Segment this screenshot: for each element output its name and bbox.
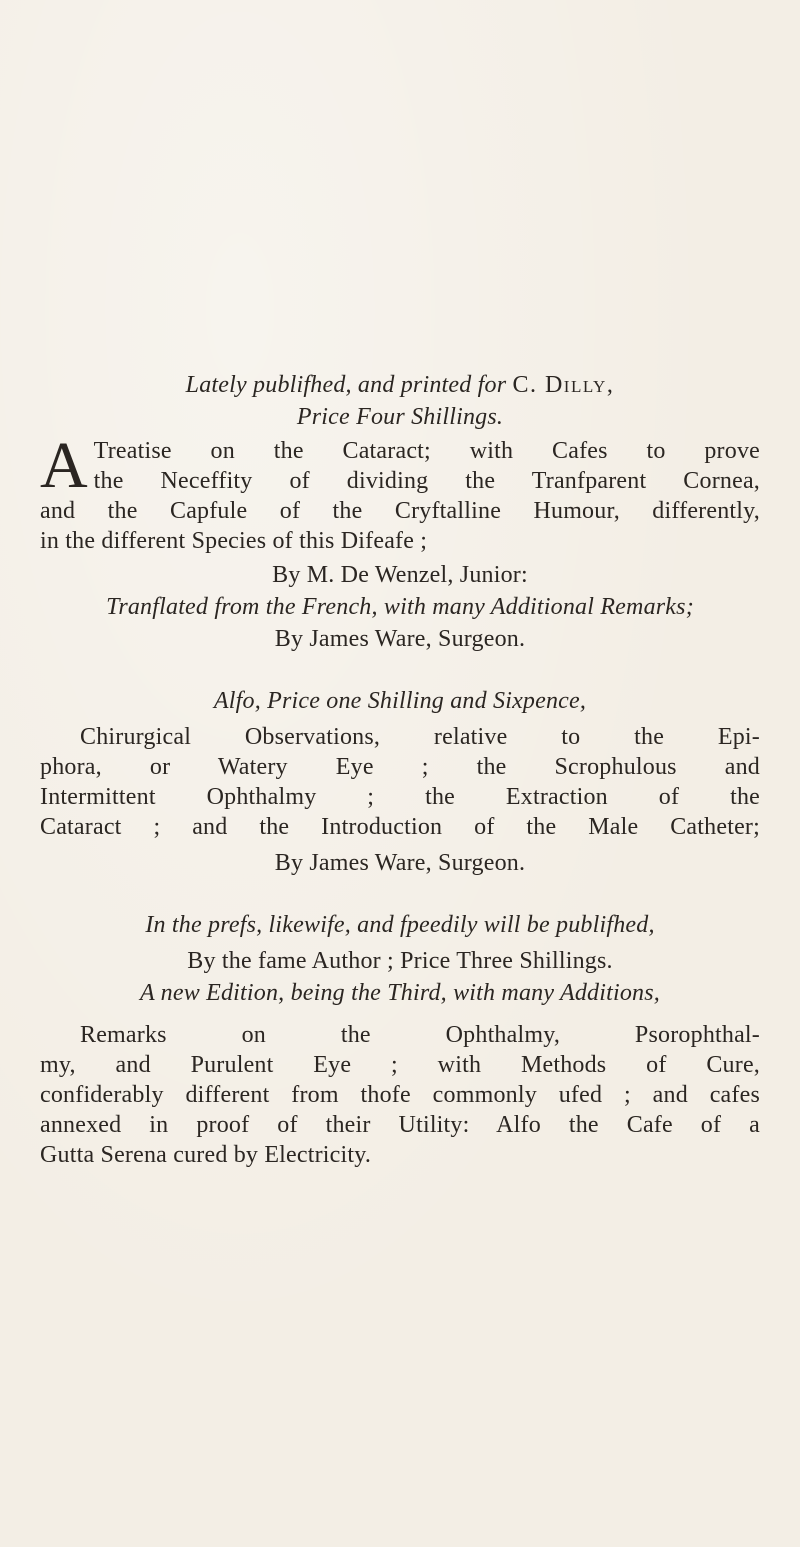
treatise-author: By M. De Wenzel, Junior:: [272, 562, 528, 588]
press-line-2: my, and Purulent Eye ; with Methods of Cure,: [40, 1052, 760, 1078]
also-line-4: Cataract ; and the Introduction of the Male Catheter;: [40, 814, 760, 840]
treatise-line-1: Treatise on the Cataract; with Cafes to prove: [93, 438, 760, 464]
drop-cap: A: [40, 429, 88, 502]
treatise-price: Price Four Shillings.: [296, 404, 504, 430]
press-author-line: By the fame Author ; Price Three Shillings.: [187, 948, 613, 974]
press-heading: In the prefs, likewife, and fpeedily will be publifhed,: [145, 912, 655, 938]
publisher-name: C. Dilly,: [512, 372, 615, 398]
notice-header-text: Lately publifhed, and printed for: [185, 372, 507, 398]
also-author: By James Ware, Surgeon.: [274, 850, 526, 876]
also-heading: Alfo, Price one Shilling and Sixpence,: [213, 688, 587, 714]
also-line-1: Chirurgical Observations, relative to the Epi-: [80, 724, 760, 750]
press-line-1: Remarks on the Ophthalmy, Psorophthal-: [80, 1022, 760, 1048]
notice-header: [40, 370, 760, 400]
press-line-3: confiderably different from thofe commonly ufed ; and cafes: [40, 1082, 760, 1108]
press-line-4: annexed in proof of their Utility: Alfo the Cafe of a: [40, 1112, 760, 1138]
treatise-line-3: and the Capfule of the Cryftalline Humour, differently,: [40, 498, 760, 524]
treatise-translated: Tranflated from the French, with many Additional Remarks;: [106, 594, 694, 620]
press-edition: A new Edition, being the Third, with many Additions,: [140, 980, 660, 1006]
also-paragraph: [40, 722, 760, 842]
treatise-line-4: in the different Species of this Difeafe ;: [40, 528, 428, 554]
press-line-5: Gutta Serena cured by Electricity.: [40, 1142, 372, 1168]
also-line-2: phora, or Watery Eye ; the Scrophulous and: [40, 754, 760, 780]
also-line-3: Intermittent Ophthalmy ; the Extraction of the: [40, 784, 760, 810]
treatise-paragraph: [40, 429, 760, 556]
treatise-translator: By James Ware, Surgeon.: [274, 626, 526, 652]
press-paragraph: [40, 1020, 760, 1170]
treatise-line-2: the Neceffity of dividing the Tranfparent Cornea,: [93, 468, 760, 494]
